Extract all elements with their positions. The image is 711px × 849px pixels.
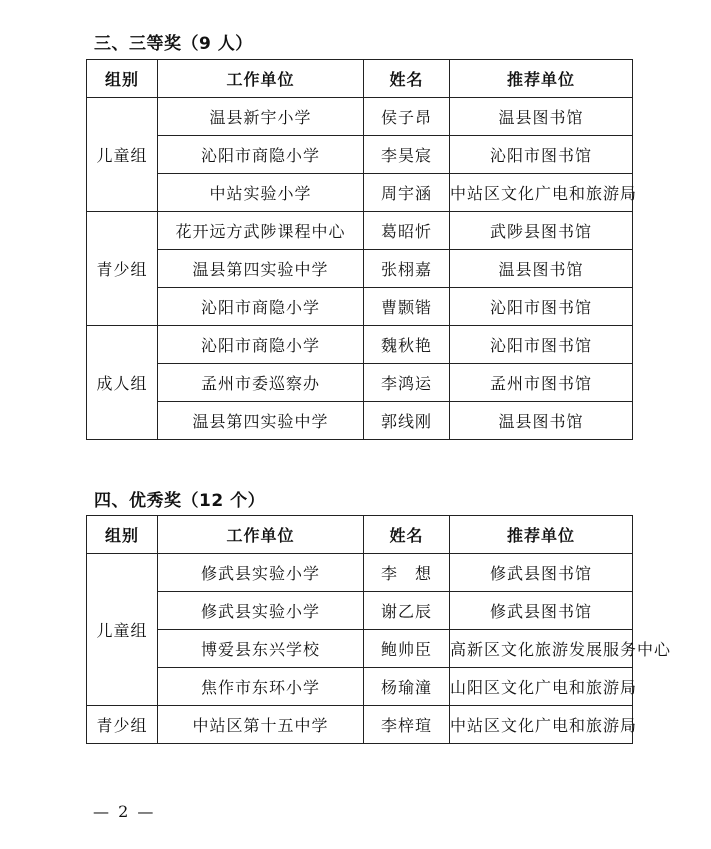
section-title-third-prize: 三、三等奖（9 人）: [94, 34, 253, 54]
recommender-cell: 修武县图书馆: [450, 592, 633, 630]
unit-cell: 温县第四实验中学: [158, 250, 364, 288]
table-row: [87, 402, 633, 440]
unit-cell: 沁阳市商隐小学: [158, 326, 364, 364]
recommender-cell: 中站区文化广电和旅游局: [450, 174, 633, 212]
recommender-cell: 温县图书馆: [450, 98, 633, 136]
table-row: [87, 554, 633, 592]
recommender-cell: 山阳区文化广电和旅游局: [450, 668, 633, 706]
unit-cell: 博爱县东兴学校: [158, 630, 364, 668]
recommender-cell: 孟州市图书馆: [450, 364, 633, 402]
table-row: [87, 668, 633, 706]
unit-cell: 中站区第十五中学: [158, 706, 364, 744]
header-unit: 工作单位: [158, 516, 364, 554]
unit-cell: 焦作市东环小学: [158, 668, 364, 706]
table-row: [87, 250, 633, 288]
table-row: [87, 630, 633, 668]
table-row: [87, 98, 633, 136]
table-row: [87, 326, 633, 364]
table-header-row: [87, 516, 633, 554]
table-row: [87, 136, 633, 174]
page-number: — 2 —: [93, 802, 156, 821]
excellence-award-table: [86, 515, 672, 744]
recommender-cell: 温县图书馆: [450, 402, 633, 440]
table-row: [87, 706, 633, 744]
unit-cell: 孟州市委巡察办: [158, 364, 364, 402]
recommender-cell: 武陟县图书馆: [450, 212, 633, 250]
group-cell: 成人组: [87, 326, 158, 440]
header-recommender: 推荐单位: [450, 516, 633, 554]
recommender-cell: 高新区文化旅游发展服务中心: [450, 630, 633, 668]
name-cell: 李鸿运: [364, 364, 450, 402]
name-cell: 魏秋艳: [364, 326, 450, 364]
table-row: [87, 288, 633, 326]
recommender-cell: 温县图书馆: [450, 250, 633, 288]
name-cell: 葛昭忻: [364, 212, 450, 250]
unit-cell: 花开远方武陟课程中心: [158, 212, 364, 250]
recommender-cell: 沁阳市图书馆: [450, 136, 633, 174]
name-cell: 郭线刚: [364, 402, 450, 440]
third-prize-table: [86, 59, 638, 440]
unit-cell: 温县第四实验中学: [158, 402, 364, 440]
name-cell: 鲍帅臣: [364, 630, 450, 668]
group-cell: 青少组: [87, 212, 158, 326]
recommender-cell: 沁阳市图书馆: [450, 326, 633, 364]
unit-cell: 修武县实验小学: [158, 592, 364, 630]
unit-cell: 修武县实验小学: [158, 554, 364, 592]
table-row: [87, 364, 633, 402]
header-group: 组别: [87, 516, 158, 554]
recommender-cell: 修武县图书馆: [450, 554, 633, 592]
unit-cell: 温县新宇小学: [158, 98, 364, 136]
unit-cell: 沁阳市商隐小学: [158, 136, 364, 174]
recommender-cell: 沁阳市图书馆: [450, 288, 633, 326]
header-name: 姓名: [364, 516, 450, 554]
table-header-row: [87, 60, 633, 98]
group-cell: 儿童组: [87, 98, 158, 212]
name-cell: 张栩嘉: [364, 250, 450, 288]
header-recommender: 推荐单位: [450, 60, 633, 98]
name-cell: 李梓瑄: [364, 706, 450, 744]
header-group: 组别: [87, 60, 158, 98]
name-cell: 侯子昂: [364, 98, 450, 136]
header-name: 姓名: [364, 60, 450, 98]
table-row: [87, 592, 633, 630]
name-cell: 李昊宸: [364, 136, 450, 174]
section-title-excellence-award: 四、优秀奖（12 个）: [94, 491, 266, 511]
table-row: [87, 174, 633, 212]
header-unit: 工作单位: [158, 60, 364, 98]
group-cell: 青少组: [87, 706, 158, 744]
name-cell: 杨瑜潼: [364, 668, 450, 706]
name-cell: 谢乙辰: [364, 592, 450, 630]
recommender-cell: 中站区文化广电和旅游局: [450, 706, 633, 744]
table-row: [87, 212, 633, 250]
unit-cell: 沁阳市商隐小学: [158, 288, 364, 326]
name-cell: 曹颢锴: [364, 288, 450, 326]
group-cell: 儿童组: [87, 554, 158, 706]
name-cell: 李 想: [364, 554, 450, 592]
name-cell: 周宇涵: [364, 174, 450, 212]
unit-cell: 中站实验小学: [158, 174, 364, 212]
